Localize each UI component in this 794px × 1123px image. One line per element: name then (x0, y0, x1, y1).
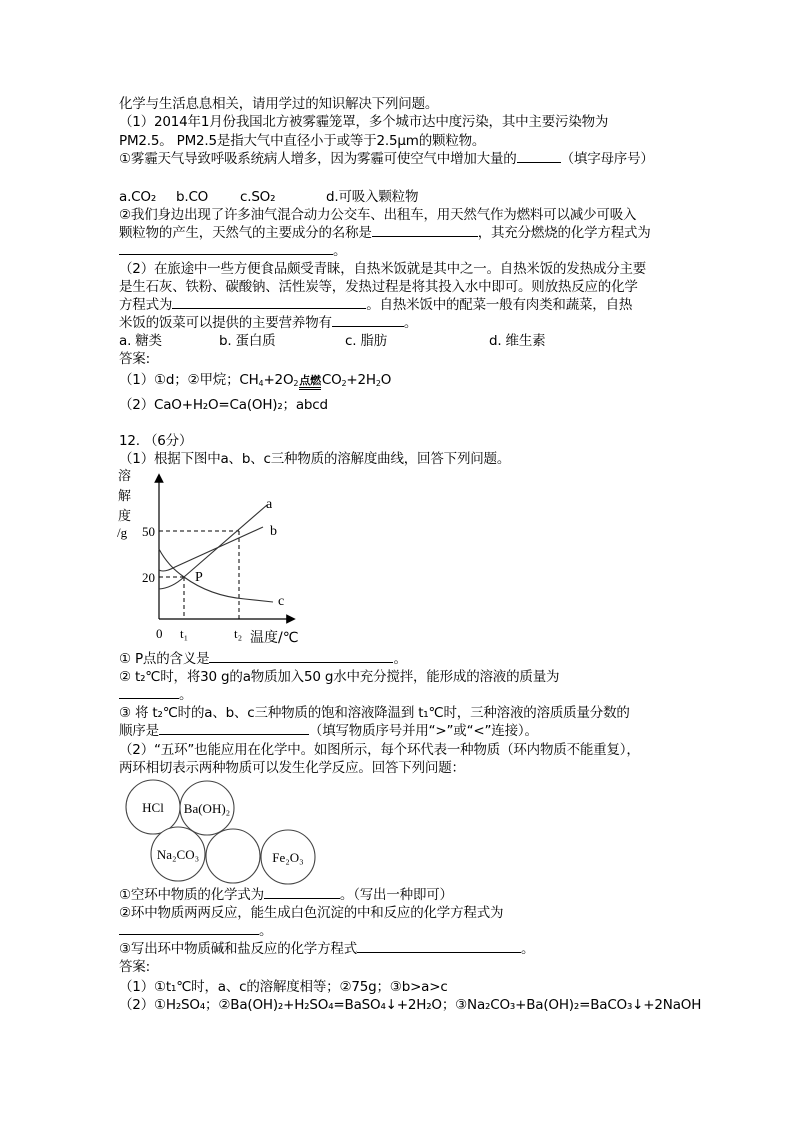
q11-q1 (119, 150, 654, 168)
y-label-2: 解 (118, 489, 132, 504)
q11-q1-options (119, 188, 418, 206)
q12-r1-suffix: 。（写出一种即可） (339, 887, 453, 903)
period: 。 (333, 243, 347, 259)
option-d: d.可吸入颗粒物 (326, 189, 419, 205)
q12-q3-line1: ③ 将 t₂℃时的a、b、c三种物质的饱和溶液降温到 t₁℃时，三种溶液的溶质质量分数的 (119, 705, 630, 721)
option-a: a.CO₂ (119, 189, 157, 205)
answer-text: CO (321, 372, 342, 388)
q11-p2-nutrient-text: 米饭的饭菜可以提供的主要营养物有 (119, 315, 332, 331)
curve-c (159, 549, 273, 602)
curve-b-label: b (270, 524, 277, 539)
period: 。 (179, 687, 193, 703)
period: 。 (259, 923, 273, 939)
x-label: 温度/℃ (250, 630, 299, 646)
q11-q2-text: 颗粒物的产生，天然气的主要成分的名称是 (119, 225, 372, 241)
q11-p2-text: 方程式为 (119, 297, 173, 313)
q12-answer-1: （1）①t₁℃时，a、c的溶解度相等；②75g；③b>a>c (119, 979, 448, 995)
point-p-label: P (195, 570, 203, 585)
q12-r2-blank[interactable] (119, 922, 259, 935)
answer-text: +2H (346, 372, 376, 388)
q12-p2-line2: 两环相切表示两种物质可以发生化学反应。回答下列问题： (119, 760, 465, 776)
q12-r3-text: ③写出环中物质碱和盐反应的化学方程式 (119, 941, 358, 957)
x-tick-t2: t₂ (234, 626, 243, 641)
period: 。 (403, 315, 418, 331)
ring-label-na2co3: Na₂CO₃ (156, 847, 200, 862)
q12-p2-line1: （2）“五环”也能应用在化学中。如图所示，每个环代表一种物质（环内物质不能重复）， (119, 742, 640, 758)
q12-q3-line2 (119, 722, 538, 740)
q12-r2-text: ②环中物质两两反应，能生成白色沉淀的中和反应的化学方程式为 (119, 905, 504, 921)
curve-a-label: a (266, 497, 273, 512)
q11-answer-2: （2）CaO+H₂O=Ca(OH)₂；abcd (119, 397, 328, 413)
ring-empty (206, 829, 260, 883)
period: 。 (393, 651, 407, 667)
q12-q1-text: ① P点的含义是 (119, 651, 210, 667)
q12-q2-text: ② t₂℃时，将30 g的a物质加入50 g水中充分搅拌，能形成的溶液的质量为 (119, 669, 560, 685)
option-c: c. 脂肪 (345, 333, 388, 349)
q11-p1-line2: PM2.5。 PM2.5是指大气中直径小于或等于2.5μm的颗粒物。 (119, 133, 486, 149)
q11-q2-name-blank[interactable] (372, 224, 478, 237)
q12-answer-2: （2）①H₂SO₄；②Ba(OH)₂+H₂SO₄=BaSO₄↓+2H₂O；③Na₂CO₃+Ba(OH)₂=BaCO₃↓+2NaOH (119, 997, 702, 1013)
q11-p2-line3 (119, 296, 632, 314)
answer-text: +2O (263, 372, 294, 388)
y-label-1: 溶 (118, 469, 132, 484)
y-label-3: 度 (118, 509, 132, 524)
y-tick-50: 50 (142, 524, 155, 539)
answer-text: O (380, 372, 392, 388)
q11-q2-text-b: ，其充分燃烧的化学方程式为 (477, 225, 651, 241)
y-tick-20: 20 (142, 570, 155, 585)
q11-p2-options (119, 332, 545, 350)
ring-label-baoh2: Ba(OH)₂ (183, 801, 231, 816)
q12-q2-line2 (119, 686, 192, 704)
q11-q1-text: ①雾霾天气导致呼吸系统病人增多，因为雾霾可使空气中增加大量的 (119, 151, 517, 167)
q11-p2-line1: （2）在旅途中一些方便食品颇受青睐，自热米饭就是其中之一。自热米饭的发热成分主要 (119, 261, 647, 277)
q12-p1-intro: （1）根据下图中a、b、c三种物质的溶解度曲线，回答下列问题。 (119, 451, 511, 467)
q11-q1-suffix: （填字母序号） (560, 151, 654, 167)
q12-r3-blank[interactable] (357, 940, 521, 953)
x-tick-0: 0 (156, 626, 163, 641)
option-c: c.SO₂ (240, 189, 276, 205)
q11-p2-equation-blank[interactable] (172, 296, 366, 309)
answer-text: （1）①d；②甲烷；CH (119, 372, 259, 388)
q11-q2-line1: ②我们身边出现了许多油气混合动力公交车、出租车，用天然气作为燃料可以减少可吸入 (119, 207, 637, 223)
q11-p2-line2: 是生石灰、铁粉、碳酸钠、活性炭等，发热过程是将其投入水中即可。则放热反应的化学 (119, 279, 638, 295)
q12-r1 (119, 886, 453, 904)
y-unit: /g (117, 525, 128, 540)
period: 。 (521, 941, 535, 957)
q11-p2-line4 (119, 314, 417, 332)
five-rings-diagram (115, 775, 325, 895)
option-b: b.CO (176, 189, 209, 205)
q12-r1-text: ①空环中物质的化学式为 (119, 887, 264, 903)
q11-answer-1: （1）①d；②甲烷；$CH_4+2O_2$点燃$CO_2+2H_2O$ (119, 372, 392, 388)
ignition-condition: 点燃 (299, 375, 321, 390)
q12-q2-blank[interactable] (119, 686, 179, 699)
q12-answer-label: 答案: (119, 959, 150, 975)
curve-a (159, 505, 267, 589)
q12-q3-text: 顺序是 (119, 723, 159, 739)
q11-q2-line2 (119, 224, 651, 242)
q11-p2-nutrient-blank[interactable] (332, 314, 404, 327)
q11-q2-line3 (119, 242, 346, 260)
q12-title: 12. （6分） (119, 433, 193, 449)
q12-q3-blank[interactable] (159, 722, 309, 735)
option-d: d. 维生素 (489, 333, 546, 349)
q12-q1 (119, 650, 407, 668)
option-b: b. 蛋白质 (219, 333, 276, 349)
q11-q2-equation-blank[interactable] (119, 242, 333, 255)
q12-r3 (119, 940, 534, 958)
curve-b (159, 527, 263, 571)
curve-c-label: c (278, 594, 285, 609)
option-a: a. 糖类 (119, 333, 162, 349)
q11-q1-blank[interactable] (517, 150, 561, 163)
q11-p2-text-b: 。自热米饭中的配菜一般有肉类和蔬菜，自热 (366, 297, 633, 313)
ring-label-hcl: HCl (142, 800, 164, 815)
q12-r1-blank[interactable] (264, 886, 340, 899)
q12-r2-line2 (119, 922, 272, 940)
q12-q3-text-b: （填写物质序号并用“>”或“<”连接）。 (308, 723, 538, 739)
q12-q1-blank[interactable] (209, 650, 393, 663)
solubility-chart (110, 465, 310, 650)
q11-intro: 化学与生活息息相关，请用学过的知识解决下列问题。 (119, 96, 439, 112)
x-tick-t1: t₁ (180, 626, 189, 641)
q11-p1-line1: （1）2014年1月份我国北方被雾霾笼罩，多个城市达中度污染，其中主要污染物为 (119, 114, 609, 130)
q11-answer-label: 答案: (119, 351, 150, 367)
ring-label-fe2o3: Fe₂O₃ (272, 850, 304, 865)
